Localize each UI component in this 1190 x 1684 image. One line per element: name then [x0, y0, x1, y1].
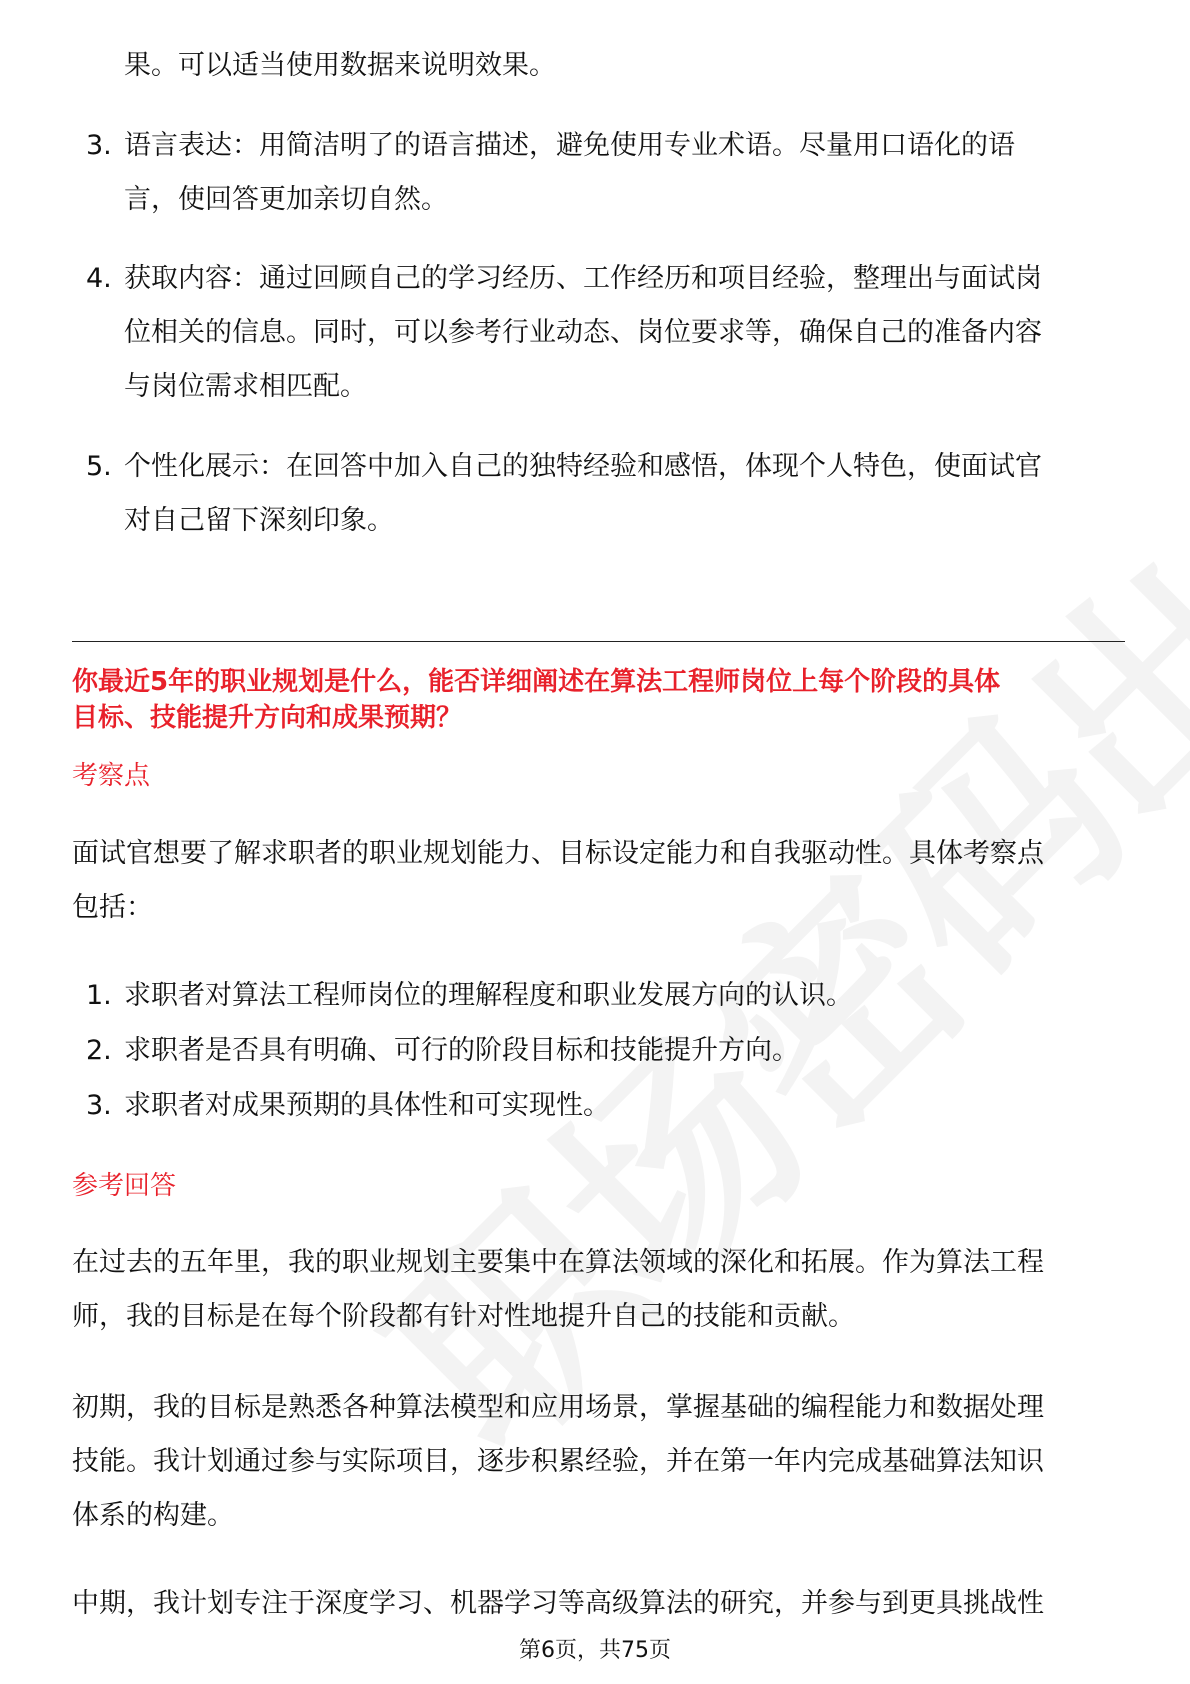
page-footer: 第6页，共75页 — [519, 1638, 671, 1663]
list-number: 3. — [86, 130, 112, 161]
answer-line: 中期，我计划专注于深度学习、机器学习等高级算法的研究，并参与到更具挑战性 — [72, 1588, 1044, 1619]
list-item-line: 个性化展示：在回答中加入自己的独特经验和感悟，体现个人特色，使面试官 — [124, 451, 1042, 482]
list-item-line: 言，使回答更加亲切自然。 — [124, 184, 448, 215]
inspection-item: 求职者对算法工程师岗位的理解程度和职业发展方向的认识。 — [124, 980, 853, 1011]
list-item-continuation: 果。可以适当使用数据来说明效果。 — [124, 50, 556, 81]
question-title-line: 目标、技能提升方向和成果预期？ — [72, 703, 463, 733]
inspection-heading: 考察点 — [72, 761, 151, 791]
answer-line: 师，我的目标是在每个阶段都有针对性地提升自己的技能和贡献。 — [72, 1301, 855, 1332]
list-item-line: 语言表达：用简洁明了的语言描述，避免使用专业术语。尽量用口语化的语 — [124, 130, 1015, 161]
list-number: 4. — [86, 263, 112, 294]
inspection-item: 求职者是否具有明确、可行的阶段目标和技能提升方向。 — [124, 1035, 799, 1066]
answer-line: 初期，我的目标是熟悉各种算法模型和应用场景，掌握基础的编程能力和数据处理 — [72, 1392, 1044, 1423]
answer-line: 在过去的五年里，我的职业规划主要集中在算法领域的深化和拓展。作为算法工程 — [72, 1247, 1044, 1278]
inspection-item: 求职者对成果预期的具体性和可实现性。 — [124, 1090, 610, 1121]
inspection-intro-line: 包括： — [72, 892, 153, 923]
section-divider — [72, 641, 1125, 642]
list-item-line: 与岗位需求相匹配。 — [124, 371, 367, 402]
list-item-line: 对自己留下深刻印象。 — [124, 505, 394, 536]
list-number: 2. — [86, 1035, 112, 1066]
list-item-line: 位相关的信息。同时，可以参考行业动态、岗位要求等，确保自己的准备内容 — [124, 317, 1042, 348]
list-number: 3. — [86, 1090, 112, 1121]
list-number: 1. — [86, 980, 112, 1011]
inspection-intro-line: 面试官想要了解求职者的职业规划能力、目标设定能力和自我驱动性。具体考察点 — [72, 838, 1044, 869]
list-number: 5. — [86, 451, 112, 482]
question-title-line: 你最近5年的职业规划是什么，能否详细阐述在算法工程师岗位上每个阶段的具体 — [72, 667, 1001, 697]
list-item-line: 获取内容：通过回顾自己的学习经历、工作经历和项目经验，整理出与面试岗 — [124, 263, 1042, 294]
answer-line: 体系的构建。 — [72, 1500, 234, 1531]
answer-heading: 参考回答 — [72, 1171, 177, 1201]
answer-line: 技能。我计划通过参与实际项目，逐步积累经验，并在第一年内完成基础算法知识 — [72, 1446, 1044, 1477]
